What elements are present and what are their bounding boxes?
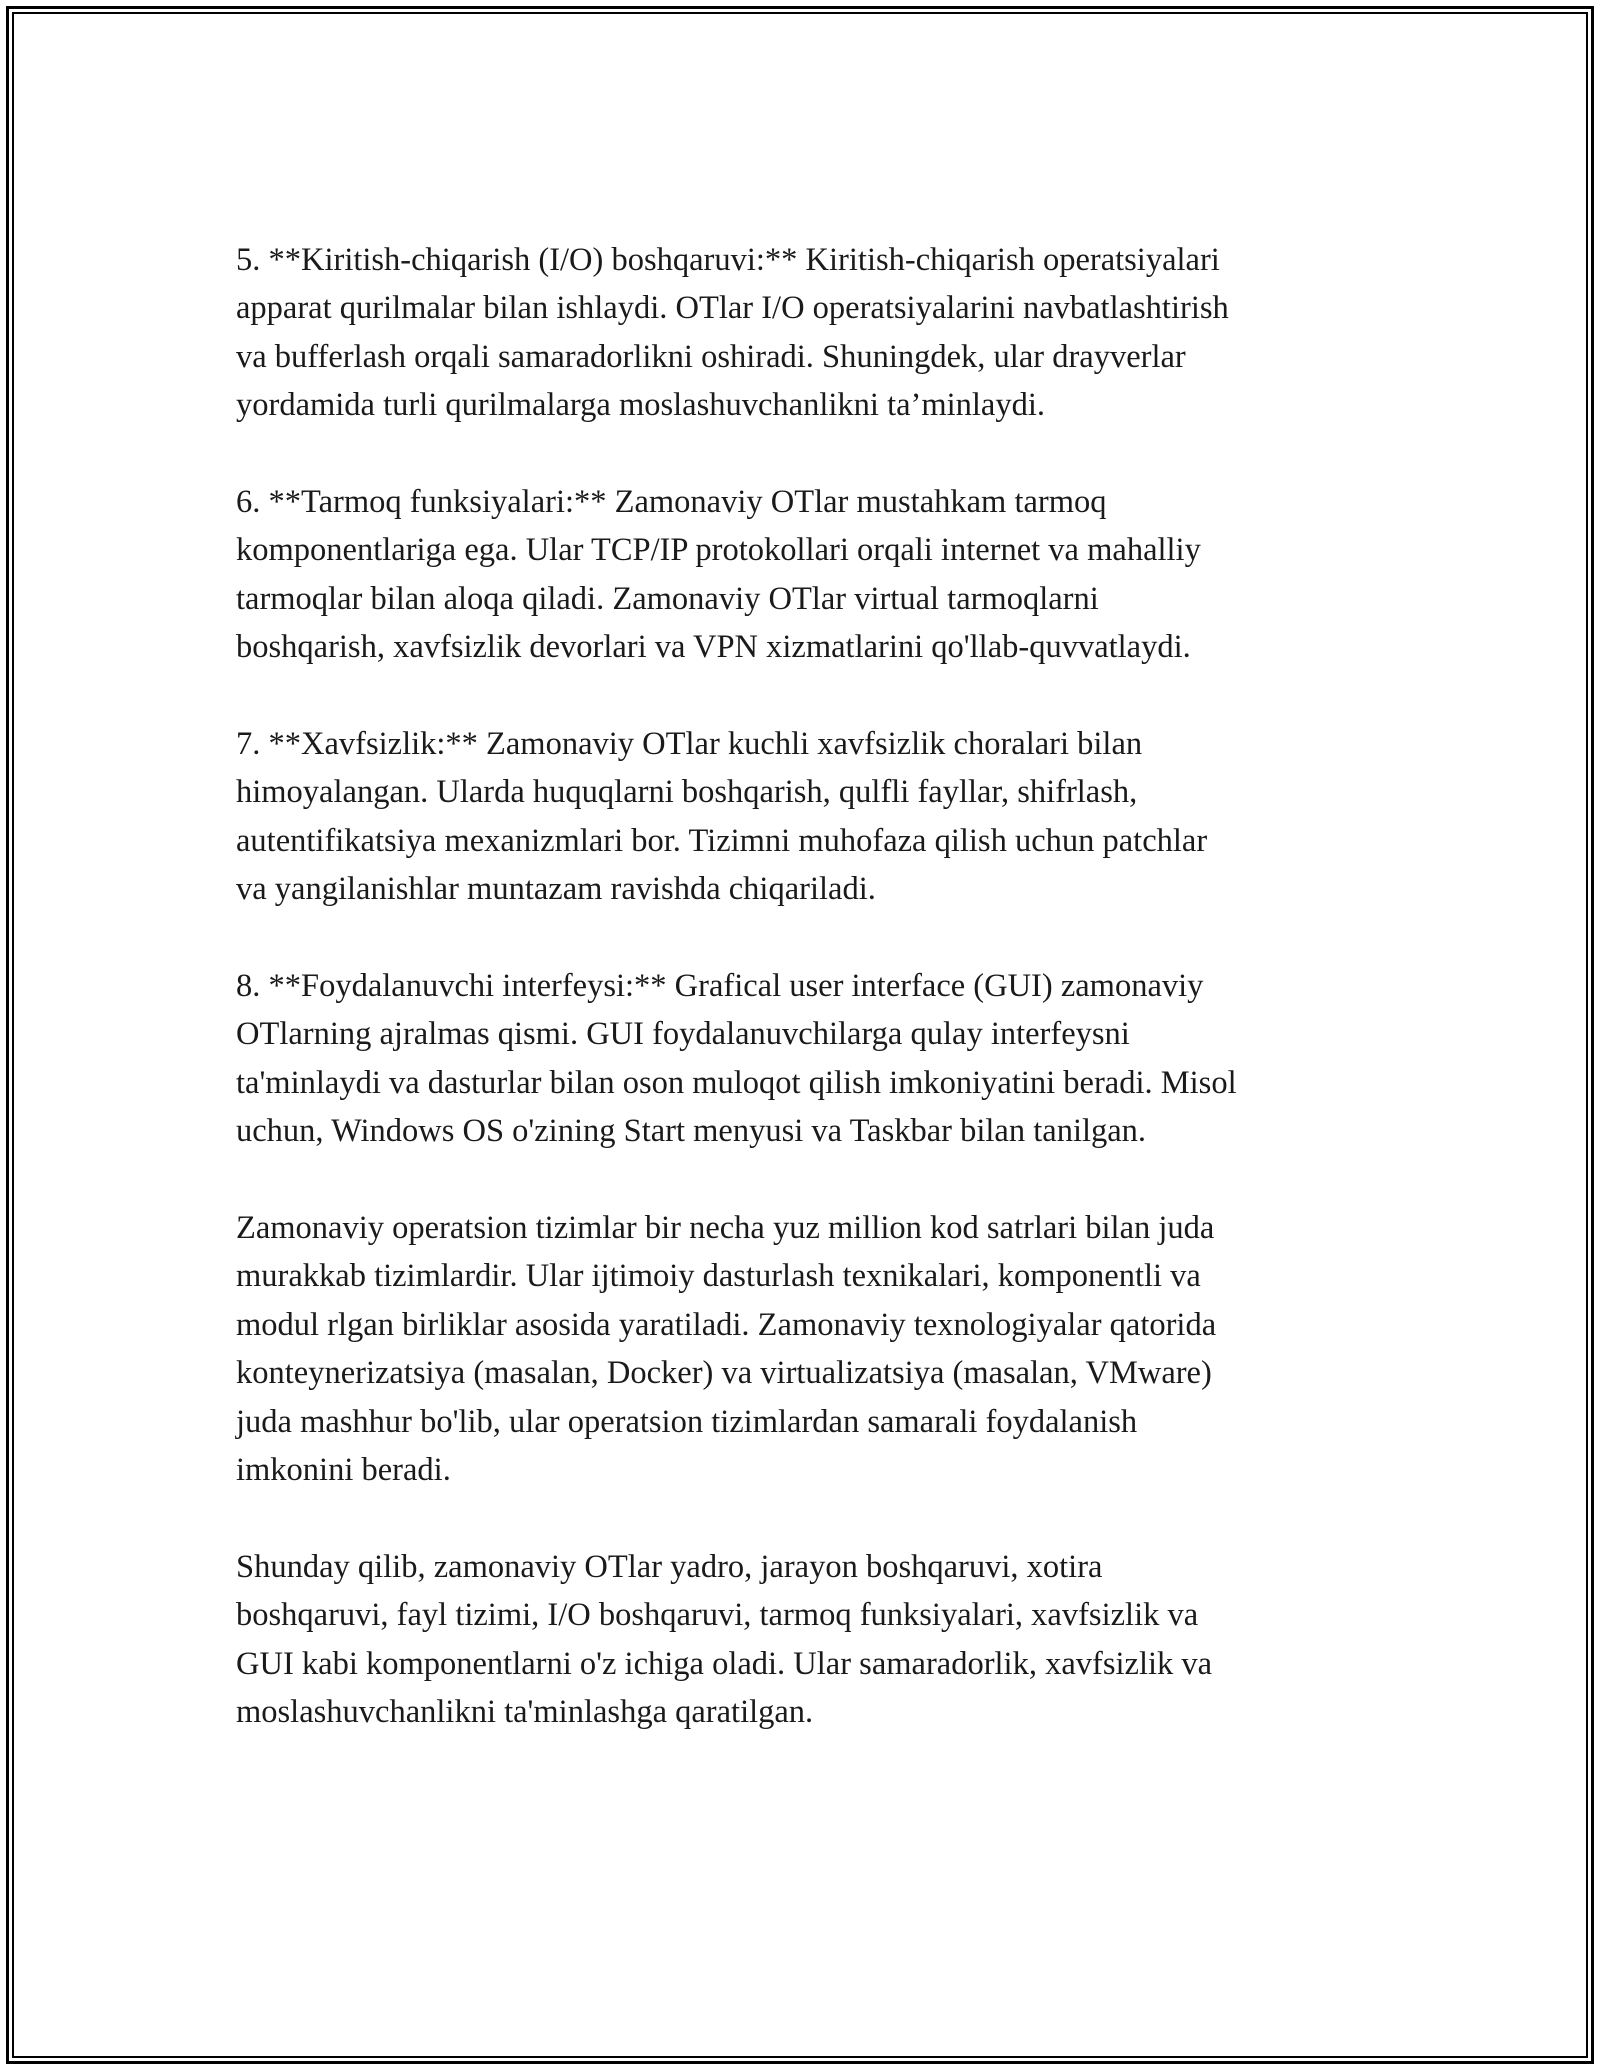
paragraph-security: 7. **Xavfsizlik:** Zamonaviy OTlar kuchli xavfsizlik choralari bilan himoyalangan. Ularda huquqlarni boshqarish, qulfli fayllar, shifrlash, autentifikatsiya mexanizmlari bor. Tizimni muhofaza qilish uchun patchlar va yangilanishlar muntazam ravishda chiqariladi. [236,726,1208,908]
paragraph-io-management: 5. **Kiritish-chiqarish (I/O) boshqaruvi:** Kiritish-chiqarish operatsiyalari apparat qurilmalar bilan ishlaydi. OTlar I/O operatsiyalarini navbatlashtirish va bufferlash orqali samaradorlikni oshiradi. Shuningdek, ular drayverlar yordamida turli qurilmalarga moslashuvchanlikni ta’minlaydi. [236,242,1229,424]
paragraph-network-functions: 6. **Tarmoq funksiyalari:** Zamonaviy OTlar mustahkam tarmoq komponentlariga ega. Ular TCP/IP protokollari orqali internet va mahalliy tarmoqlar bilan aloqa qiladi. Zamonaviy OTlar virtual tarmoqlarni boshqarish, xavfsizlik devorlari va VPN xizmatlarini qo'llab-quvvatlaydi. [236,484,1201,666]
document-body [236,236,1371,1785]
paragraph-conclusion: Shunday qilib, zamonaviy OTlar yadro, jarayon boshqaruvi, xotira boshqaruvi, fayl tizimi, I/O boshqaruvi, tarmoq funksiyalari, xavfsizlik va GUI kabi komponentlarni o'z ichiga oladi. Ular samaradorlik, xavfsizlik va moslashuvchanlikni ta'minlashga qaratilgan. [236,1548,1213,1731]
paragraph-modern-os-complexity: Zamonaviy operatsion tizimlar bir necha yuz million kod satrlari bilan juda murakkab tizimlardir. Ular ijtimoiy dasturlash texnikalari, komponentli va modul rlgan birliklar asosida yaratiladi. Zamonaviy texnologiyalar qatorida konteynerizatsiya (masalan, Docker) va virtualizatsiya (masalan, VMware) juda mashhur bo'lib, ular operatsion tizimlardan samarali foydalanish imkonini beradi. [236,1210,1217,1489]
paragraph-user-interface: 8. **Foydalanuvchi interfeysi:** Grafical user interface (GUI) zamonaviy OTlarning ajralmas qismi. GUI foydalanuvchilarga qulay interfeysni ta'minlaydi va dasturlar bilan oson muloqot qilish imkoniyatini beradi. Misol uchun, Windows OS o'zining Start menyusi va Taskbar bilan tanilgan. [236,968,1237,1150]
